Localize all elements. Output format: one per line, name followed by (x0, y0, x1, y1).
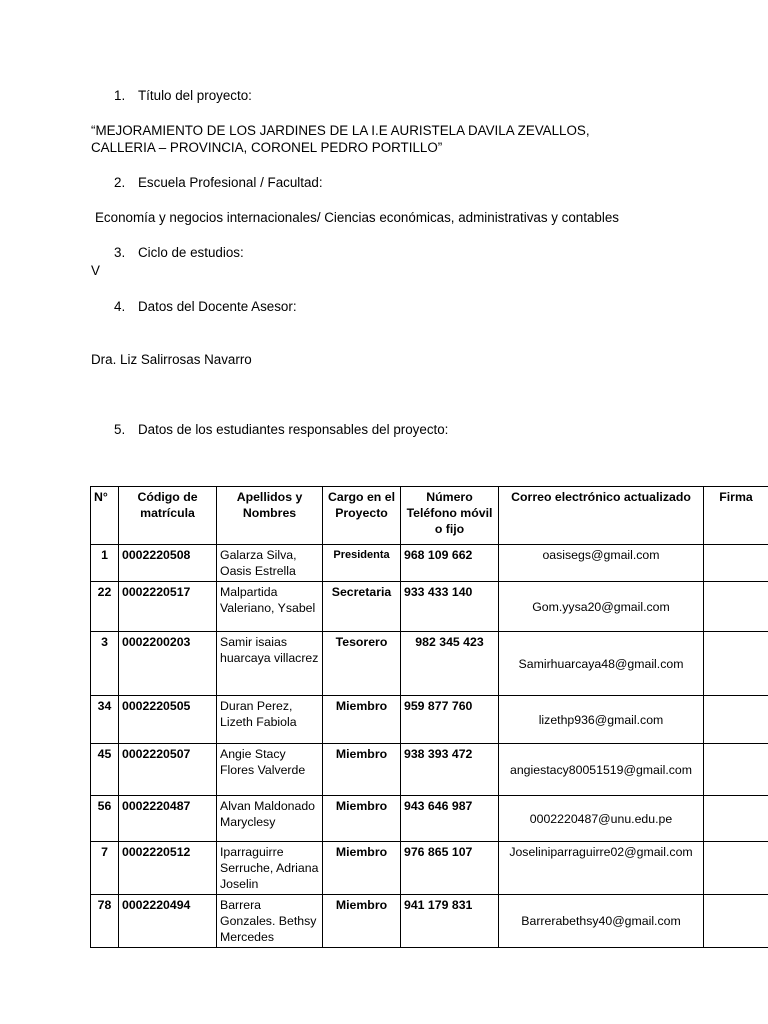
project-title-line-1: “MEJORAMIENTO DE LOS JARDINES DE LA I.E AURISTELA DAVILA ZEVALLOS, (91, 123, 590, 138)
row-phone: 938 393 472 (401, 744, 499, 796)
row-phone: 943 646 987 (401, 796, 499, 842)
row-name: Galarza Silva, Oasis Estrella (217, 545, 323, 582)
row-signature (704, 842, 768, 895)
row-signature (704, 632, 768, 696)
row-code: 0002200203 (119, 632, 217, 696)
header-name: Apellidos y Nombres (217, 487, 323, 545)
table-row (91, 696, 768, 744)
row-role: Miembro (323, 744, 401, 796)
row-email: Joseliniparraguirre02@gmail.com (499, 842, 704, 895)
section-number: 3. (114, 245, 126, 260)
row-phone: 959 877 760 (401, 696, 499, 744)
row-code: 0002220494 (119, 895, 217, 948)
table-row (91, 632, 768, 696)
row-role: Miembro (323, 842, 401, 895)
header-phone: Número Teléfono móvil o fijo (401, 487, 499, 545)
row-email: Barrerabethsy40@gmail.com (499, 895, 704, 948)
section-number: 5. (114, 422, 126, 437)
row-phone: 941 179 831 (401, 895, 499, 948)
row-name: Barrera Gonzales. Bethsy Mercedes (217, 895, 323, 948)
row-number: 7 (91, 842, 119, 895)
section-label: Ciclo de estudios: (138, 245, 244, 260)
row-phone: 976 865 107 (401, 842, 499, 895)
row-code: 0002220508 (119, 545, 217, 582)
row-role: Secretaria (323, 582, 401, 632)
row-number: 22 (91, 582, 119, 632)
section-1-heading (114, 88, 252, 103)
section-label: Datos del Docente Asesor: (138, 299, 297, 314)
row-email: 0002220487@unu.edu.pe (499, 796, 704, 842)
table-row (91, 582, 768, 632)
row-code: 0002220487 (119, 796, 217, 842)
row-phone: 982 345 423 (401, 632, 499, 696)
faculty-text: Economía y negocios internacionales/ Ciencias económicas, administrativas y contables (95, 210, 619, 225)
row-code: 0002220517 (119, 582, 217, 632)
section-label: Datos de los estudiantes responsables del proyecto: (138, 422, 449, 437)
header-role: Cargo en el Proyecto (323, 487, 401, 545)
row-phone: 968 109 662 (401, 545, 499, 582)
row-name: Iparraguirre Serruche, Adriana Joselin (217, 842, 323, 895)
header-email: Correo electrónico actualizado (499, 487, 704, 545)
row-role: Presidenta (323, 545, 401, 582)
row-name: Alvan Maldonado Maryclesy (217, 796, 323, 842)
row-email: lizethp936@gmail.com (499, 696, 704, 744)
row-signature (704, 545, 768, 582)
row-signature (704, 895, 768, 948)
row-phone: 933 433 140 (401, 582, 499, 632)
row-signature (704, 744, 768, 796)
section-5-heading (114, 422, 448, 437)
section-number: 1. (114, 88, 126, 103)
table-header-row (91, 487, 768, 545)
section-4-heading (114, 299, 297, 314)
row-signature (704, 796, 768, 842)
section-3-heading (114, 245, 244, 260)
row-code: 0002220505 (119, 696, 217, 744)
row-name: Malpartida Valeriano, Ysabel (217, 582, 323, 632)
row-role: Miembro (323, 895, 401, 948)
row-name: Duran Perez, Lizeth Fabiola (217, 696, 323, 744)
row-role: Miembro (323, 696, 401, 744)
row-number: 45 (91, 744, 119, 796)
table-row (91, 545, 768, 582)
row-name: Angie Stacy Flores Valverde (217, 744, 323, 796)
table-row (91, 796, 768, 842)
row-code: 0002220512 (119, 842, 217, 895)
row-name: Samir isaias huarcaya villacrez (217, 632, 323, 696)
section-label: Escuela Profesional / Facultad: (138, 175, 323, 190)
project-title-line-2: CALLERIA – PROVINCIA, CORONEL PEDRO PORTILLO” (91, 140, 443, 155)
row-code: 0002220507 (119, 744, 217, 796)
header-code: Código de matrícula (119, 487, 217, 545)
section-label: Título del proyecto: (138, 88, 252, 103)
row-number: 34 (91, 696, 119, 744)
row-email: angiestacy80051519@gmail.com (499, 744, 704, 796)
section-number: 2. (114, 175, 126, 190)
row-number: 56 (91, 796, 119, 842)
row-number: 1 (91, 545, 119, 582)
row-role: Tesorero (323, 632, 401, 696)
table-row (91, 744, 768, 796)
row-number: 3 (91, 632, 119, 696)
row-role: Miembro (323, 796, 401, 842)
row-email: Gom.yysa20@gmail.com (499, 582, 704, 632)
row-signature (704, 582, 768, 632)
table-row (91, 842, 768, 895)
row-number: 78 (91, 895, 119, 948)
row-signature (704, 696, 768, 744)
row-email: Samirhuarcaya48@gmail.com (499, 632, 704, 696)
section-number: 4. (114, 299, 126, 314)
advisor-name: Dra. Liz Salirrosas Navarro (91, 352, 252, 367)
cycle-text: V (91, 263, 100, 278)
table-row (91, 895, 768, 948)
row-email: oasisegs@gmail.com (499, 545, 704, 582)
header-signature: Firma (704, 487, 768, 545)
header-number: N° (91, 487, 119, 545)
section-2-heading (114, 175, 323, 190)
students-table (90, 486, 768, 948)
